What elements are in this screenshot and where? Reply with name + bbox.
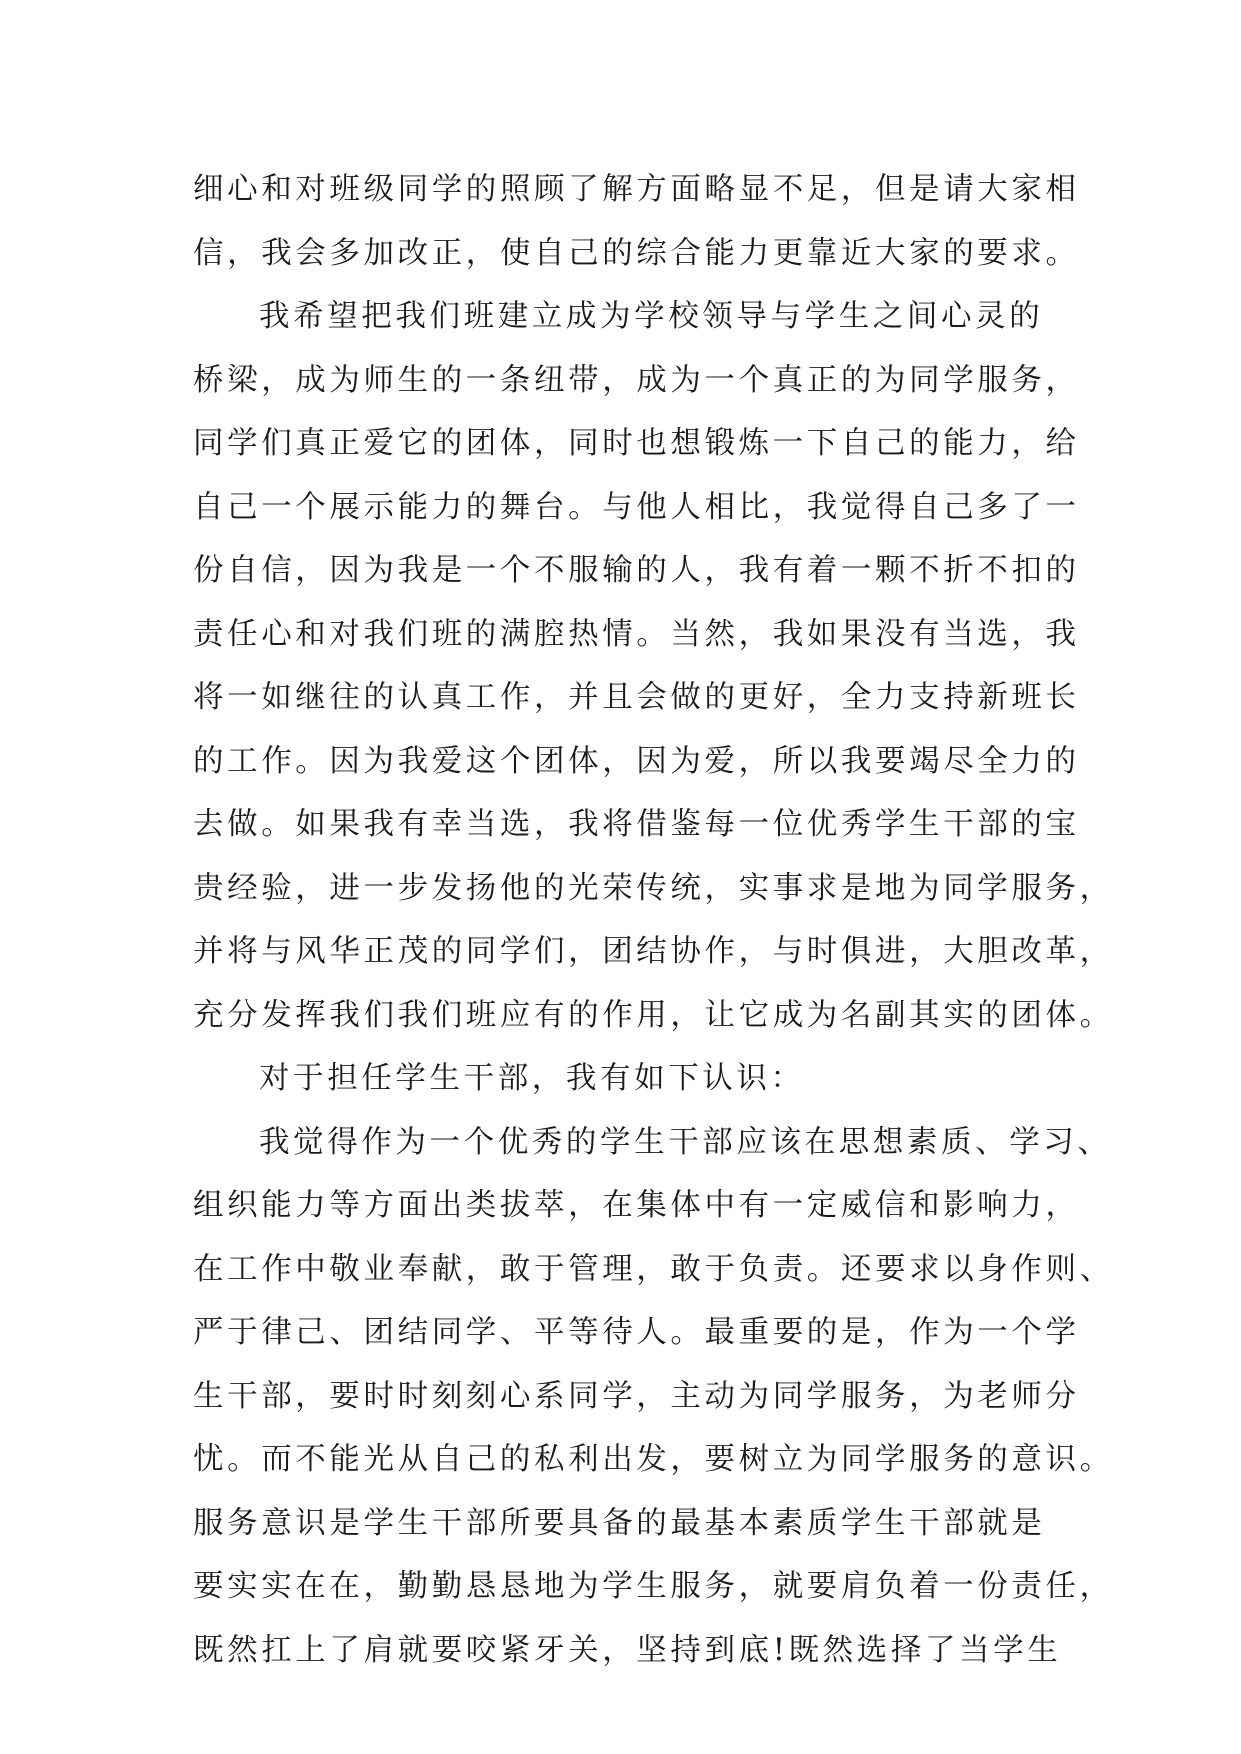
text-line: 细心和对班级同学的照顾了解方面略显不足，但是请大家相 [193,172,1080,207]
text-line: 将一如继往的认真工作，并且会做的更好，全力支持新班长 [193,680,1080,715]
paragraph-first-line: 我希望把我们班建立成为学校领导与学生之间心灵的 [259,299,1044,334]
text-line: 贵经验，进一步发扬他的光荣传统，实事求是地为同学服务， [193,870,1114,906]
text-line: 去做。如果我有幸当选，我将借鉴每一位优秀学生干部的宝 [193,807,1080,842]
text-line: 严于律己、团结同学、平等待人。最重要的是，作为一个学 [193,1315,1080,1350]
text-line: 同学们真正爱它的团体，同时也想锻炼一下自己的能力，给 [193,426,1080,461]
text-line: 充分发挥我们我们班应有的作用，让它成为名副其实的团体。 [193,997,1114,1033]
text-line: 份自信，因为我是一个不服输的人，我有着一颗不折不扣的 [193,553,1080,588]
document-body [193,158,1114,1682]
paragraph-first-line: 我觉得作为一个优秀的学生干部应该在思想素质、学习、 [259,1124,1112,1160]
text-line: 责任心和对我们班的满腔热情。当然，我如果没有当选，我 [193,616,1080,652]
text-line: 桥梁，成为师生的一条纽带，成为一个真正的为同学服务， [193,362,1080,398]
text-line: 在工作中敬业奉献，敢于管理，敢于负责。还要求以身作则、 [193,1251,1114,1287]
text-line: 并将与风华正茂的同学们，团结协作，与时俱进，大胆改革， [193,934,1114,969]
text-line: 信，我会多加改正，使自己的综合能力更靠近大家的要求。 [193,235,1080,271]
text-line: 生干部，要时时刻刻心系同学，主动为同学服务，为老师分 [193,1378,1080,1414]
text-line: 的工作。因为我爱这个团体，因为爱，所以我要竭尽全力的 [193,743,1080,779]
text-line: 组织能力等方面出类拔萃，在集体中有一定威信和影响力， [193,1188,1080,1223]
text-line: 忧。而不能光从自己的私利出发，要树立为同学服务的意识。 [193,1442,1114,1477]
paragraph-first-line: 对于担任学生干部，我有如下认识： [259,1061,805,1096]
text-line: 自己一个展示能力的舞台。与他人相比，我觉得自己多了一 [193,489,1080,525]
text-line: 要实实在在，勤勤恳恳地为学生服务，就要肩负着一份责任， [193,1569,1114,1604]
text-line: 既然扛上了肩就要咬紧牙关，坚持到底!既然选择了当学生 [193,1632,1062,1668]
text-line: 服务意识是学生干部所要具备的最基本素质学生干部就是 [193,1505,1046,1541]
